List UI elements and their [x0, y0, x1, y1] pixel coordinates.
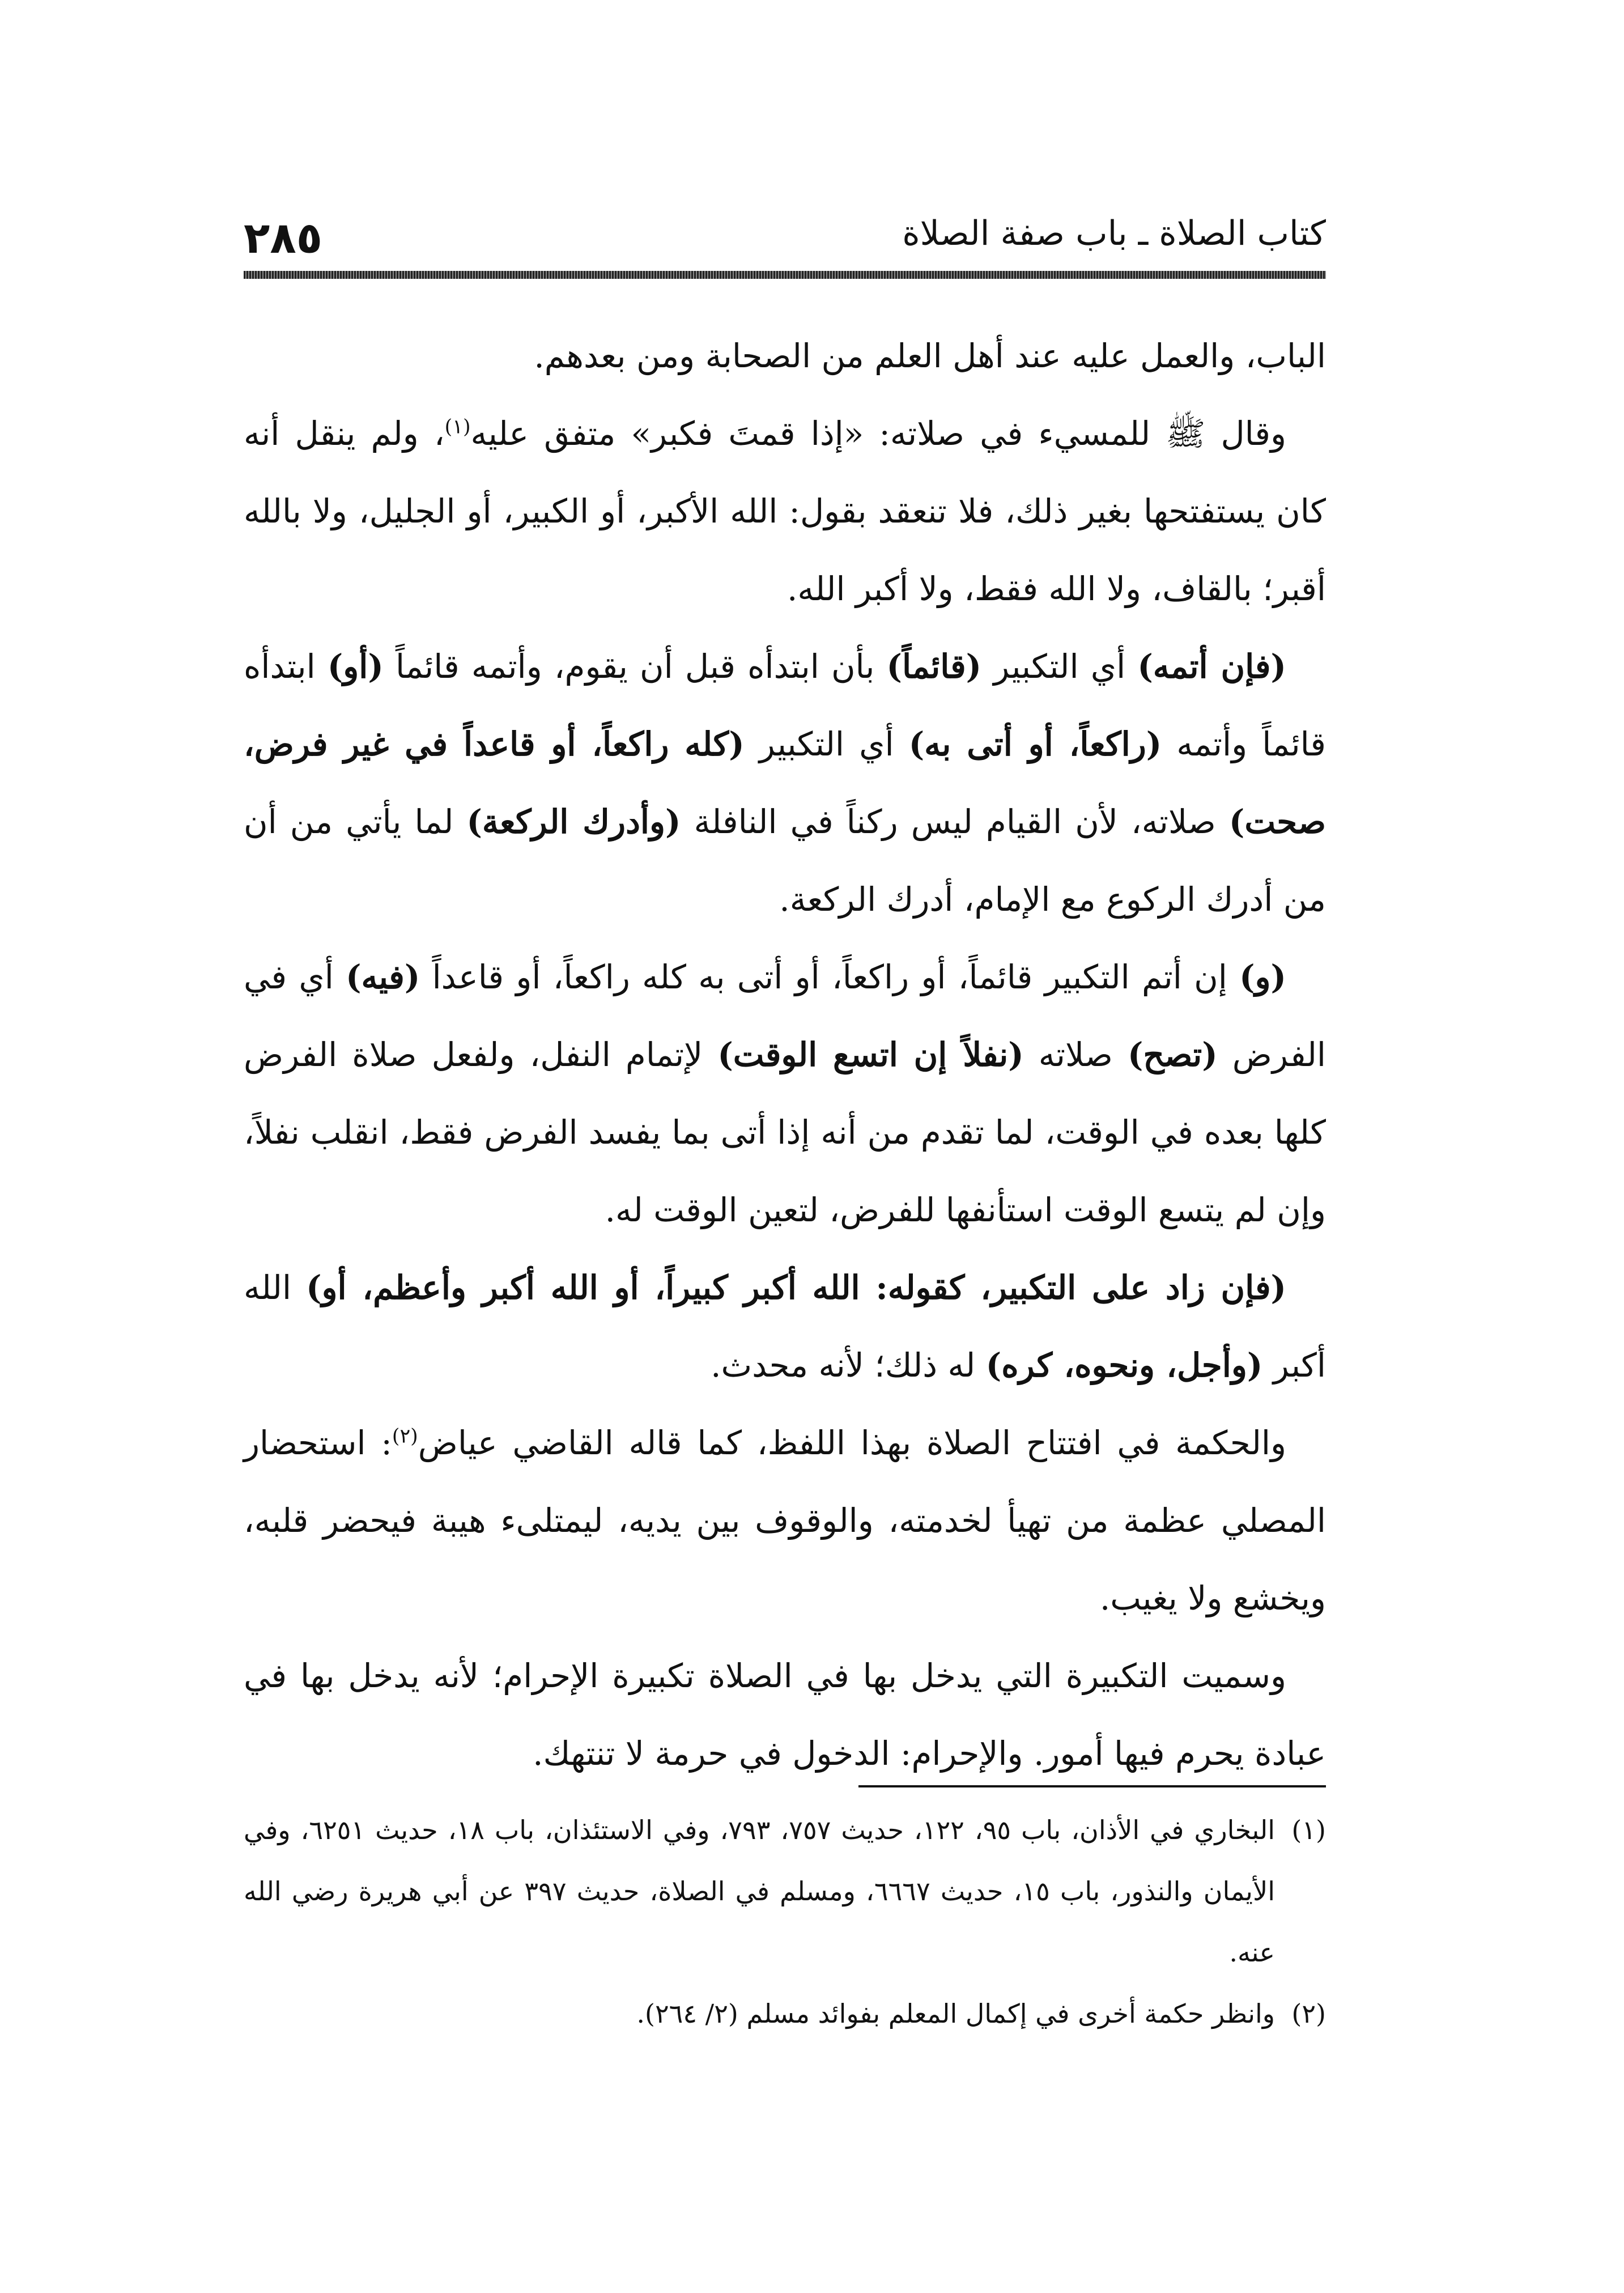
- sharh-text: أي التكبير: [981, 647, 1138, 686]
- page-number: ٢٨٥: [244, 213, 323, 263]
- paragraph: [244, 628, 1326, 939]
- footnote-number: (٢): [1291, 1998, 1326, 2029]
- paragraph: [244, 1637, 1326, 1793]
- sharh-text: صلاته: [1023, 1035, 1128, 1074]
- footnote-text: البخاري في الأذان، باب ٩٥، ١٢٢، حديث ٧٥٧، ٧٩٣، وفي الاستئذان، باب ١٨، حديث ٦٢٥١، وفي الأيمان والنذور، باب ١٥، حديث ٦٦٦٧، ومسلم في الصلاة، حديث ٣٩٧ عن أبي هريرة رضي الله عنه.: [244, 1815, 1275, 1968]
- sharh-text: إن أتم التكبير قائماً، أو راكعاً، أو أتى به كله راكعاً، أو قاعداً: [420, 958, 1240, 996]
- footnotes: [244, 1799, 1326, 2044]
- paragraph-text: وقال ﷺ للمسيء في صلاته: «إذا قمتَ فكبر» متفق عليه: [470, 414, 1286, 453]
- footnote-marker[interactable]: (٢): [392, 1425, 418, 1448]
- sharh-text: له ذلك؛ لأنه محدث.: [711, 1346, 986, 1385]
- footnote-text: وانظر حكمة أخرى في إكمال المعلم بفوائد مسلم (٢/ ٢٦٤).: [636, 1998, 1275, 2029]
- sharh-text: صلاته، لأن القيام ليس ركناً في النافلة: [681, 802, 1229, 841]
- sharh-text: لإتمام النفل، ولفعل صلاة الفرض كلها بعده في الوقت، لما تقدم من أنه إذا أتى بما يفسد الفرض فقط، انقلب نفلاً، وإن لم يتسع الوقت استأنفها للفرض، لتعين الوقت له.: [244, 1035, 1326, 1229]
- matn-text: (وأدرك الركعة): [466, 802, 681, 841]
- sharh-text: أي التكبير: [744, 725, 909, 763]
- page-header: [244, 201, 1326, 269]
- paragraph-text: والحكمة في افتتاح الصلاة بهذا اللفظ، كما قاله القاضي عياض: [418, 1424, 1286, 1462]
- matn-text: (فإن أتمه): [1137, 647, 1286, 686]
- matn-text: (تصح): [1127, 1035, 1218, 1074]
- footnote-number: (١): [1291, 1815, 1326, 1845]
- footnote-marker[interactable]: (١): [444, 415, 471, 439]
- footnote-item: [244, 1799, 1326, 1983]
- sharh-text: ابتدأه قائماً وأتمه: [244, 647, 1326, 763]
- running-title: كتاب الصلاة ـ باب صفة الصلاة: [902, 214, 1326, 253]
- paragraph: [244, 395, 1326, 628]
- matn-text: (راكعاً، أو أتى به): [908, 725, 1162, 763]
- paragraph: [244, 1249, 1326, 1404]
- sharh-text: الله أكبر: [244, 1268, 1326, 1385]
- sharh-text: بأن ابتدأه قبل أن يقوم، وأتمه قائماً: [383, 647, 887, 686]
- main-text: [244, 317, 1326, 1793]
- matn-text: (قائماً): [886, 647, 982, 686]
- paragraph-text: : استحضار المصلي عظمة من تهيأ لخدمته، والوقوف بين يديه، ليمتلىء هيبة فيحضر قلبه، ويخشع ولا يغيب.: [244, 1424, 1326, 1617]
- matn-text: (أو): [327, 647, 384, 686]
- matn-text: (كله راكعاً، أو قاعداً في غير فرض، صحت): [244, 725, 1326, 841]
- matn-text: (وأجل، ونحوه، كره): [985, 1346, 1263, 1385]
- sharh-text: أي في الفرض: [244, 958, 1327, 1074]
- matn-text: (و): [1239, 958, 1287, 996]
- paragraph: [244, 939, 1326, 1249]
- matn-text: (فيه): [346, 958, 420, 996]
- paragraph-text: ، ولم ينقل أنه كان يستفتحها بغير ذلك، فلا تنعقد بقول: الله الأكبر، أو الكبير، أو الجليل، ولا بالله أقبر؛ بالقاف، ولا الله فقط، ولا أكبر الله.: [244, 414, 1326, 608]
- sharh-text: لما يأتي من أن من أدرك الركوع مع الإمام، أدرك الركعة.: [244, 802, 1326, 919]
- footnote-item: [244, 1983, 1326, 2044]
- paragraph: [244, 1404, 1326, 1637]
- footnote-divider: [858, 1785, 1326, 1787]
- header-divider: [244, 271, 1326, 279]
- paragraph: [244, 317, 1326, 395]
- paragraph-text: وسميت التكبيرة التي يدخل بها في الصلاة تكبيرة الإحرام؛ لأنه يدخل بها في عبادة يحرم فيها أمور. والإحرام: الدخول في حرمة لا تنتهك.: [244, 1657, 1326, 1773]
- paragraph-text: الباب، والعمل عليه عند أهل العلم من الصحابة ومن بعدهم.: [534, 337, 1326, 375]
- matn-text: (فإن زاد على التكبير، كقوله: الله أكبر كبيراً، أو الله أكبر وأعظم، أو): [306, 1268, 1286, 1307]
- matn-text: (نفلاً إن اتسع الوقت): [717, 1035, 1024, 1074]
